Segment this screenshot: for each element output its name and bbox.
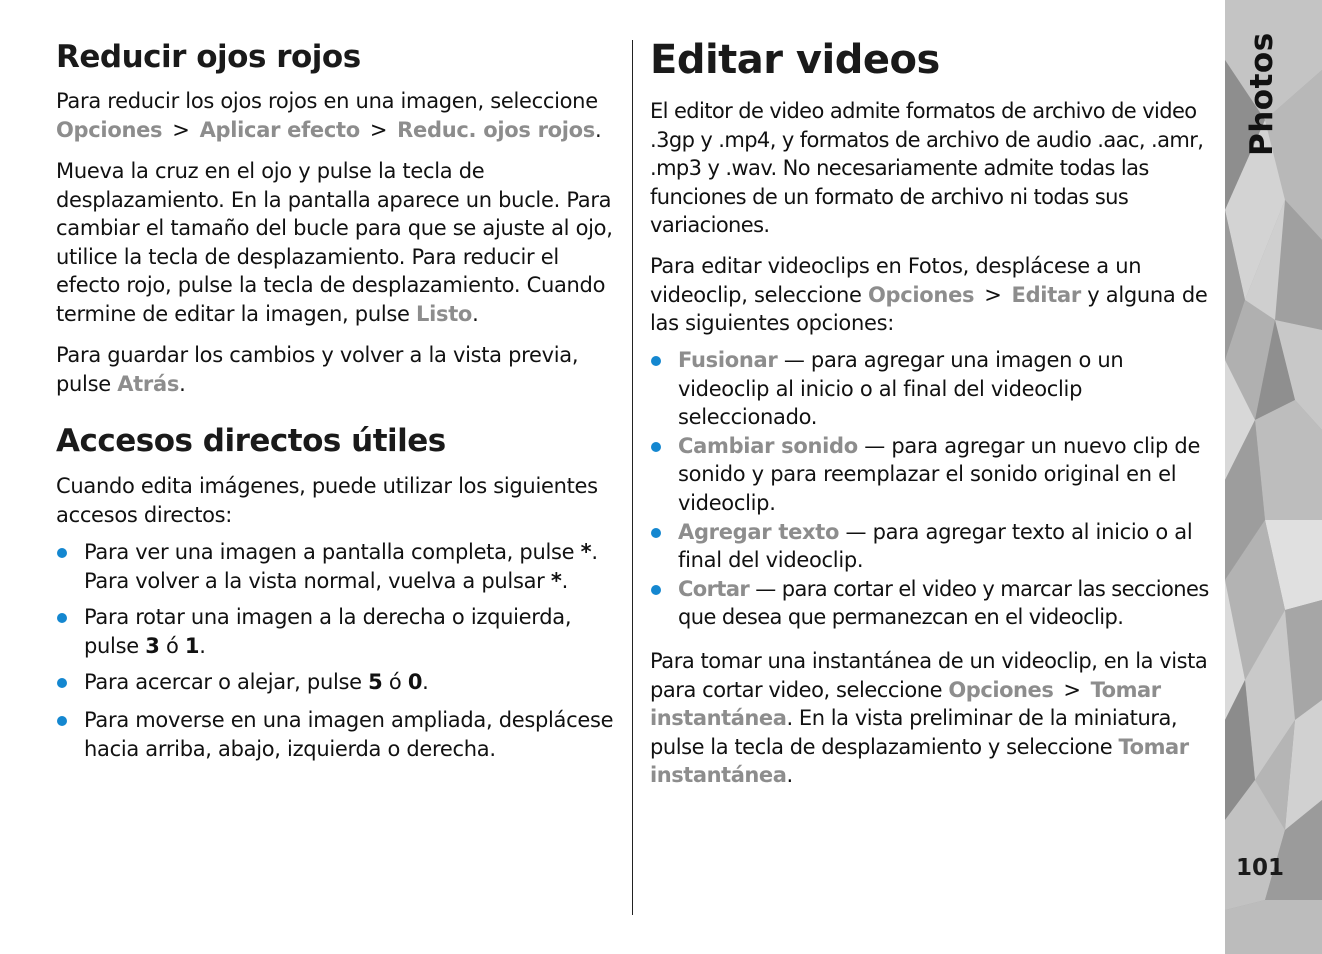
text: Para rotar una imagen a la derecha o izquierda, pulse bbox=[84, 605, 572, 658]
menu-option-tomar-instantanea[interactable]: Tomar instantánea bbox=[650, 734, 1189, 788]
bullet-icon bbox=[651, 585, 661, 595]
text: Para tomar una instantánea de un videoclip, en la vista para cortar video, seleccione bbox=[650, 649, 1208, 702]
bullet-icon bbox=[57, 548, 67, 558]
option-description: — para agregar un nuevo clip de sonido y para reemplazar el sonido original en el videoclip. bbox=[678, 433, 1201, 515]
text: ó bbox=[388, 670, 402, 694]
list-item bbox=[650, 518, 1212, 575]
shortcut-list bbox=[56, 538, 618, 595]
paragraph-reducir-intro bbox=[56, 87, 618, 144]
menu-option-opciones[interactable]: Opciones bbox=[56, 117, 163, 142]
menu-option-aplicar-efecto[interactable]: Aplicar efecto bbox=[199, 117, 360, 142]
punctuation: . bbox=[472, 301, 479, 326]
text: Para acercar o alejar, pulse bbox=[84, 670, 362, 694]
punctuation: . bbox=[422, 670, 429, 694]
text: . En la vista preliminar de la miniatura, pulse la tecla de desplazamiento y seleccione bbox=[650, 706, 1178, 759]
shortcut-list bbox=[56, 668, 618, 697]
key-asterisk: * bbox=[550, 568, 562, 593]
option-description: — para agregar texto al inicio o al final del videoclip. bbox=[678, 519, 1193, 573]
option-description: — para cortar el video y marcar las secciones que desea que permanezcan en el videoclip. bbox=[678, 576, 1209, 630]
bullet-icon bbox=[651, 356, 661, 366]
list-item bbox=[650, 432, 1212, 518]
key-asterisk: * bbox=[580, 540, 592, 564]
menu-option-opciones[interactable]: Opciones bbox=[867, 282, 975, 307]
menu-option-editar[interactable]: Editar bbox=[1011, 282, 1081, 307]
punctuation: . bbox=[199, 633, 206, 658]
text: Para editar videoclips en Fotos, desplácese a un videoclip, seleccione bbox=[650, 254, 1142, 307]
text: Para moverse en una imagen ampliada, desplácese hacia arriba, abajo, izquierda o derecha. bbox=[84, 708, 614, 761]
menu-separator: > bbox=[984, 282, 1002, 307]
bullet-icon bbox=[57, 613, 67, 623]
list-item bbox=[56, 603, 618, 660]
text: Para guardar los cambios y volver a la vista previa, pulse bbox=[56, 343, 579, 396]
punctuation: . bbox=[179, 371, 186, 396]
key-5: 5 bbox=[368, 670, 383, 694]
menu-option-opciones[interactable]: Opciones bbox=[948, 677, 1054, 702]
bullet-icon bbox=[57, 678, 67, 688]
paragraph-reducir-instructions bbox=[56, 157, 618, 329]
punctuation: . bbox=[786, 763, 793, 788]
option-fusionar[interactable]: Fusionar bbox=[678, 348, 778, 372]
menu-option-reduc-ojos-rojos[interactable]: Reduc. ojos rojos bbox=[397, 117, 595, 142]
heading-editar-videos: Editar videos bbox=[650, 37, 940, 83]
text: ó bbox=[165, 633, 179, 658]
key-0: 0 bbox=[407, 670, 423, 694]
shortcut-list bbox=[56, 706, 618, 763]
bullet-icon bbox=[651, 442, 661, 452]
paragraph-accesos-intro: Cuando edita imágenes, puede utilizar los siguientes accesos directos: bbox=[56, 474, 598, 527]
punctuation: . bbox=[561, 568, 568, 593]
menu-separator: > bbox=[369, 117, 388, 142]
option-description: — para agregar una imagen o un videoclip al inicio o al final del videoclip seleccionado. bbox=[678, 348, 1124, 430]
column-divider bbox=[632, 40, 633, 915]
bullet-icon bbox=[651, 528, 661, 538]
heading-accesos-directos: Accesos directos útiles bbox=[56, 423, 446, 459]
list-item bbox=[56, 706, 618, 763]
menu-option-tomar-instantanea[interactable]: Tomar instantánea bbox=[650, 677, 1161, 731]
page-number: 101 bbox=[1236, 855, 1285, 881]
text: y alguna de las siguientes opciones: bbox=[650, 282, 1208, 336]
menu-option-listo[interactable]: Listo bbox=[416, 301, 473, 326]
shortcut-list bbox=[56, 603, 618, 660]
key-1: 1 bbox=[184, 633, 200, 658]
section-title-photos: Photos bbox=[1244, 32, 1280, 156]
punctuation: . bbox=[594, 117, 602, 142]
text: Mueva la cruz en el ojo y pulse la tecla de desplazamiento. En la pantalla aparece un bucle. Para cambiar el tamaño del bucle para que se ajuste al ojo, utilice la tecla de desplazamiento. Para reducir el efecto rojo, pulse la tecla de desplazamiento. Cuando termine de editar la imagen, pulse bbox=[56, 159, 613, 326]
paragraph-tomar-instantanea bbox=[650, 647, 1212, 790]
menu-separator: > bbox=[1063, 677, 1081, 702]
heading-reducir-ojos-rojos: Reducir ojos rojos bbox=[56, 39, 361, 75]
text: . Para volver a la vista normal, vuelva a pulsar bbox=[84, 540, 598, 593]
list-item bbox=[56, 538, 618, 595]
key-3: 3 bbox=[145, 633, 160, 658]
list-item bbox=[650, 346, 1212, 432]
paragraph-editar-videoclips bbox=[650, 252, 1212, 338]
menu-option-atras[interactable]: Atrás bbox=[117, 371, 180, 396]
edit-options-list bbox=[650, 346, 1212, 632]
option-cortar[interactable]: Cortar bbox=[678, 576, 750, 601]
bullet-icon bbox=[57, 716, 67, 726]
option-cambiar-sonido[interactable]: Cambiar sonido bbox=[678, 433, 858, 458]
option-agregar-texto[interactable]: Agregar texto bbox=[678, 519, 840, 544]
paragraph-guardar-cambios bbox=[56, 341, 618, 398]
list-item bbox=[650, 575, 1212, 632]
paragraph-formatos: El editor de video admite formatos de archivo de video .3gp y .mp4, y formatos de archivo de audio .aac, .amr, .mp3 y .wav. No necesariamente admite todas las funciones de un formato de archivo ni todas sus variaciones. bbox=[650, 99, 1204, 238]
list-item bbox=[56, 668, 618, 697]
text: Para reducir los ojos rojos en una imagen, seleccione bbox=[56, 89, 598, 113]
text: Para ver una imagen a pantalla completa, pulse bbox=[84, 540, 575, 564]
menu-separator: > bbox=[172, 117, 190, 142]
